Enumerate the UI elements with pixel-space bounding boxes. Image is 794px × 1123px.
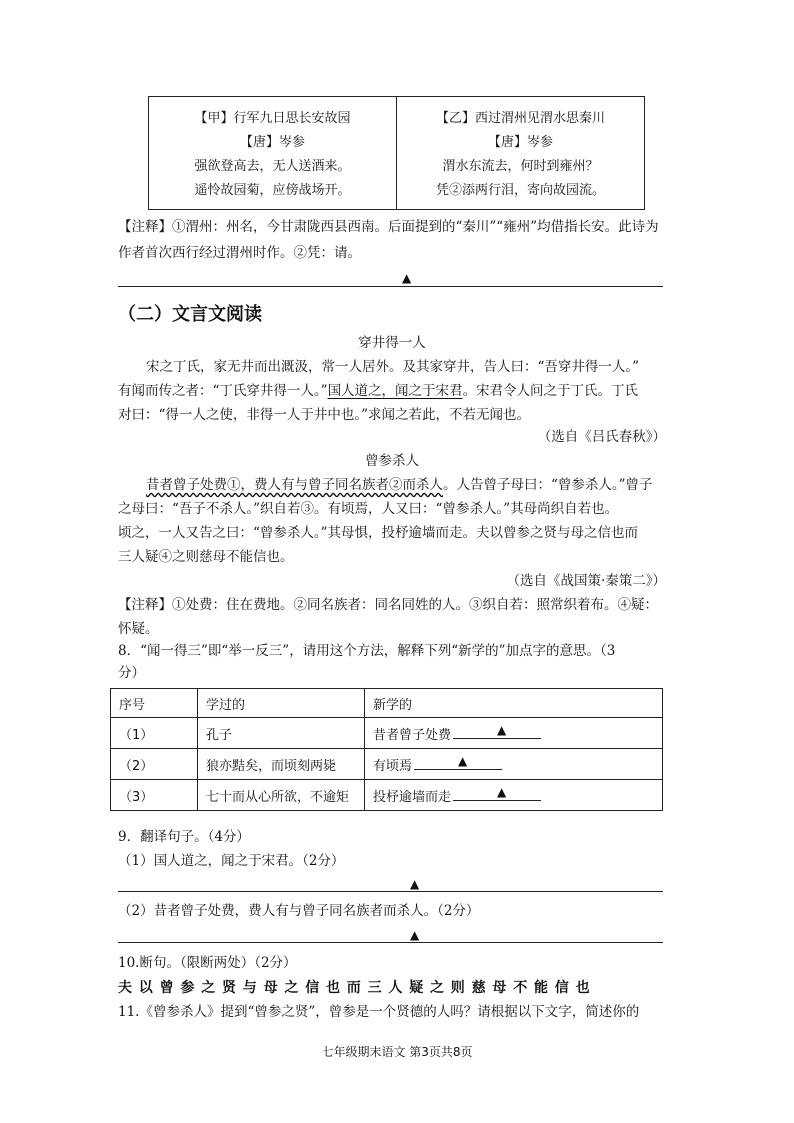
story2-underlined-sentence: 昔者曾子处费①，费人有与曾子同名族者②而杀人 (146, 477, 443, 493)
row-no: （2） (111, 749, 198, 780)
q9-prompt: 9．翻译句子。（4分） (118, 829, 250, 845)
row-new-text: 投杼逾墙而走 (373, 789, 452, 805)
answer-line-q9-2[interactable] (118, 942, 663, 943)
poem-yi-line1: 渭水东流去，何时到雍州？ (442, 159, 599, 174)
answer-mark-q9-2: ▲ (410, 928, 420, 942)
table-row (111, 749, 663, 780)
row-learned: 狼亦黠矣，而顷刻两毙 (198, 749, 365, 780)
answer-line-poem[interactable] (118, 286, 663, 287)
answer-blank[interactable] (453, 786, 541, 801)
q8-table-header (111, 689, 663, 718)
answer-mark-poem: ▲ (402, 271, 412, 285)
table-row (111, 780, 663, 811)
row-new-text: 昔者曾子处费 (373, 727, 452, 743)
q11-prompt: 11.《曾参杀人》提到“曾参之贤”，曾参是一个贤德的人吗？请根据以下文字，简述你的 (118, 1004, 640, 1020)
story1-line2-a: 有闻而传之者：“丁氏穿井得一人。” (118, 383, 328, 399)
story-note-line1: 【注释】①处费：住在费地。②同名族者：同名同姓的人。③织自若：照常织着布。④疑： (118, 597, 658, 613)
header-learned: 学过的 (198, 689, 365, 718)
answer-mark-q9-1: ▲ (410, 877, 420, 891)
story1-line2 (118, 378, 666, 404)
q8-prompt-line1: 8．“闻一得三”即“举一反三”，请用这个方法，解释下列“新学的”加点字的意思。（3 (118, 643, 616, 659)
poem-jia-author: 【唐】岑参 (239, 135, 305, 150)
story1-line2-c: 。宋君令人问之于丁氏。丁氏 (462, 383, 639, 399)
page-footer: 七年级期末语文 第3页共8页 (321, 1045, 473, 1059)
poem-note: 【注释】①渭州：州名，今甘肃陇西县西南。后面提到的“秦川”“雍州”均借指长安。此诗为作者首次西行经过渭州时作。②凭：请。 (118, 219, 659, 261)
story-note-line2: 怀疑。 (118, 621, 159, 637)
story2-source: （选自《战国策·秦策二》） (506, 573, 666, 589)
poem-jia (149, 97, 396, 209)
story1-line3: 对曰：“得一人之使，非得一人于井中也。”求闻之若此，不若无闻也。 (118, 407, 531, 423)
section-title: （二）文言文阅读 (118, 304, 262, 325)
story1-line1: 宋之丁氏，家无井而出溉汲，常一人居外。及其家穿井，告人曰：“吾穿井得一人。” (146, 359, 640, 375)
row-new (365, 749, 663, 780)
table-row (111, 718, 663, 749)
q10-prompt: 10.断句。（限断两处）（2分） (118, 955, 297, 971)
story2-line2: 之母曰：“吾子不杀人。”织自若③。有顷焉，人又曰：“曾参杀人。”其母尚织自若也。 (118, 501, 619, 517)
answer-mark: ▲ (497, 784, 507, 799)
row-no: （3） (111, 780, 198, 811)
row-learned: 七十而从心所欲，不逾矩 (198, 780, 365, 811)
poem-yi-author: 【唐】岑参 (487, 135, 553, 150)
row-learned: 孔子 (198, 718, 365, 749)
story2-line3: 顷之，一人又告之曰：“曾参杀人。”其母惧，投杼逾墙而走。夫以曾参之贤与母之信也而 (118, 525, 639, 541)
story1-title: 穿井得一人 (358, 335, 426, 351)
answer-mark: ▲ (458, 753, 468, 768)
answer-line-q9-1[interactable] (118, 891, 663, 892)
header-new: 新学的 (365, 689, 663, 718)
row-no: （1） (111, 718, 198, 749)
q10-sentence[interactable]: 夫以曾参之贤与母之信也而三人疑之则慈母不能信也 (118, 980, 597, 996)
poem-yi (396, 97, 644, 209)
row-new (365, 718, 663, 749)
answer-mark: ▲ (497, 722, 507, 737)
answer-blank[interactable] (414, 755, 502, 770)
q9-sub1: （1）国人道之，闻之于宋君。（2分） (118, 853, 345, 869)
answer-blank[interactable] (453, 724, 541, 739)
story2-line1-b: 。人告曾子母曰：“曾参杀人。”曾子 (443, 477, 653, 493)
row-new-text: 有顷焉 (373, 758, 413, 774)
row-new (365, 780, 663, 811)
poem-yi-title: 【乙】西过渭州见渭水思秦川 (435, 111, 605, 126)
q9-sub2: （2）昔者曾子处费，费人有与曾子同名族者而杀人。（2分） (118, 903, 480, 919)
story1-underlined-sentence: 国人道之，闻之于宋君 (327, 383, 463, 399)
q8-table (110, 688, 663, 811)
story2-line4: 三人疑④之则慈母不能信也。 (118, 549, 294, 565)
poem-box (148, 96, 645, 210)
story1-source: （选自《吕氏春秋》） (537, 429, 666, 445)
story2-line1 (118, 472, 666, 498)
poem-jia-line1: 强欲登高去，无人送酒来。 (194, 159, 351, 174)
story2-title: 曾参杀人 (365, 453, 419, 469)
poem-jia-line2: 遥怜故园菊，应傍战场开。 (194, 183, 351, 198)
poem-jia-title: 【甲】行军九日思长安故园 (194, 111, 351, 126)
header-no: 序号 (111, 689, 198, 718)
q8-prompt-line2: 分） (118, 665, 145, 681)
poem-yi-line2: 凭②添两行泪，寄向故园流。 (435, 183, 605, 198)
